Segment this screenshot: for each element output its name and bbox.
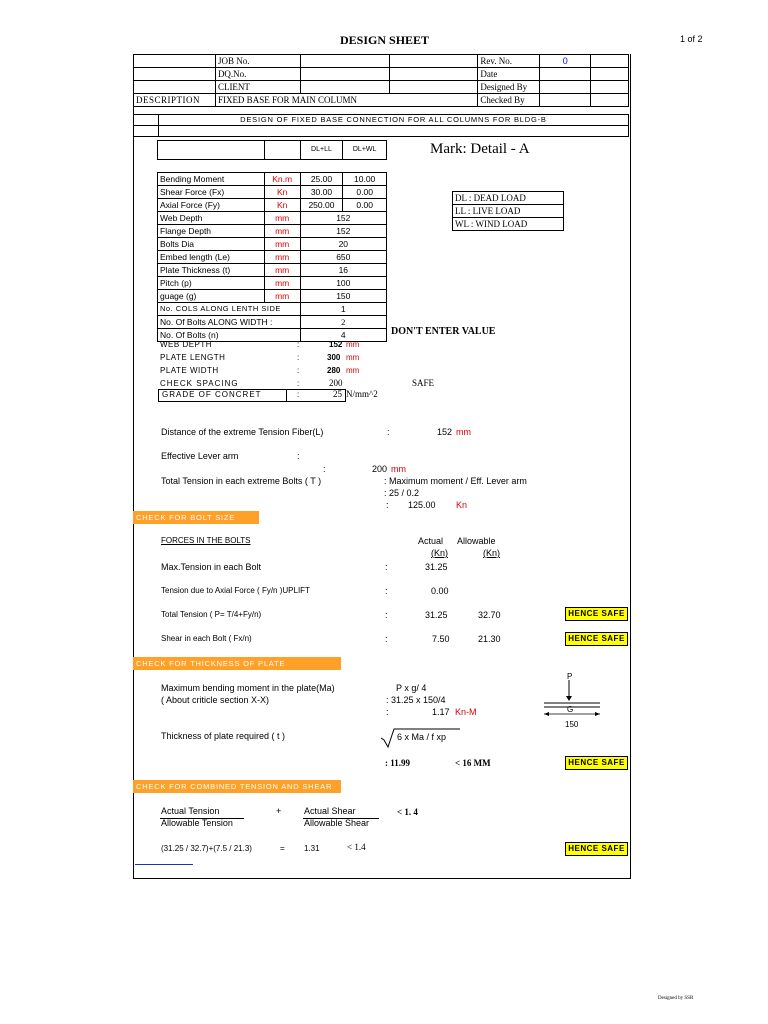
row-unit: Kn bbox=[264, 186, 300, 199]
total-tension-unit: Kn bbox=[456, 500, 468, 510]
job-no-value[interactable] bbox=[300, 55, 389, 68]
lever-value: 200 bbox=[372, 464, 388, 474]
total-tension-label: Total Tension in each extreme Bolts ( T ) bbox=[161, 476, 322, 486]
dist-label: Distance of the extreme Tension Fiber(L) bbox=[161, 427, 324, 437]
plate-value: 200 bbox=[329, 378, 343, 388]
row-value[interactable]: 1 bbox=[300, 303, 386, 316]
row-label: Embed length (Le) bbox=[158, 251, 265, 264]
table-row bbox=[158, 316, 387, 329]
total-tension-check-label: Total Tension ( P= T/4+Fy/n) bbox=[161, 610, 262, 619]
total-tension-calc: : 25 / 0.2 bbox=[384, 488, 420, 498]
row-label: Pitch (p) bbox=[158, 277, 265, 290]
moment-sep: : bbox=[386, 707, 389, 717]
total-tension-sep: : bbox=[386, 500, 389, 510]
client-value[interactable] bbox=[300, 81, 389, 94]
row-label: No. COLS ALONG LENTH SIDE bbox=[158, 303, 301, 316]
grade-divider bbox=[286, 389, 287, 402]
load-legend bbox=[452, 191, 564, 231]
axial-tension-label: Tension due to Axial Force ( Fy/n )UPLIFT bbox=[161, 586, 310, 595]
combined-result-compare: < 1.4 bbox=[347, 842, 366, 852]
plate-value[interactable]: 300 bbox=[327, 353, 341, 362]
combined-result: 1.31 bbox=[304, 844, 320, 853]
client-label: CLIENT bbox=[215, 81, 300, 94]
checked-by-label: Checked By bbox=[478, 94, 540, 107]
table-row bbox=[158, 290, 387, 303]
table-row bbox=[158, 199, 387, 212]
row-label: No. Of Bolts (n) bbox=[158, 329, 301, 342]
table-row bbox=[158, 264, 387, 277]
job-no-label: JOB No. bbox=[215, 55, 300, 68]
den-allowable-tension: Allowable Tension bbox=[161, 818, 233, 828]
row-unit: mm bbox=[264, 251, 300, 264]
moment-value: 1.17 bbox=[432, 707, 450, 717]
legend-wl: WL : WIND LOAD bbox=[453, 218, 564, 231]
plate-label: PLATE WIDTH bbox=[160, 366, 219, 375]
row-value[interactable]: 2 bbox=[300, 316, 386, 329]
combined-check-band: CHECK FOR COMBINED TENSION AND SHEAR bbox=[133, 780, 341, 793]
rev-no-label: Rev. No. bbox=[478, 55, 540, 68]
total-tension-allowable: 32.70 bbox=[478, 610, 501, 620]
row-unit: mm bbox=[264, 238, 300, 251]
equals-sign: = bbox=[280, 844, 285, 853]
dist-value: 152 bbox=[437, 427, 453, 437]
row-unit: Kn.m bbox=[264, 173, 300, 186]
spacing-status: SAFE bbox=[412, 378, 435, 388]
row-unit: mm bbox=[264, 264, 300, 277]
rev-no-value[interactable]: 0 bbox=[540, 55, 591, 68]
page-title: DESIGN SHEET bbox=[340, 33, 430, 47]
row-value[interactable]: 152 bbox=[300, 212, 386, 225]
row-value[interactable]: 20 bbox=[300, 238, 386, 251]
row-unit: mm bbox=[264, 212, 300, 225]
thickness-value: : 11.99 bbox=[385, 758, 411, 768]
axial-tension-sep: : bbox=[385, 586, 388, 596]
allowable-unit: (Kn) bbox=[483, 548, 501, 558]
combined-compare: < 1. 4 bbox=[397, 807, 418, 817]
row-label: No. Of Bolts ALONG WIDTH : bbox=[158, 316, 301, 329]
subtitle: DESIGN OF FIXED BASE CONNECTION FOR ALL COLUMNS FOR BLDG-B bbox=[158, 115, 628, 126]
table-row bbox=[158, 277, 387, 290]
row-value[interactable]: 650 bbox=[300, 251, 386, 264]
max-tension-label: Max.Tension in each Bolt bbox=[161, 562, 262, 572]
moment-calc: : 31.25 x 150/4 bbox=[386, 695, 446, 705]
lever-sep: : bbox=[297, 451, 300, 461]
table-row bbox=[158, 212, 387, 225]
row-value[interactable]: 150 bbox=[300, 290, 386, 303]
diagram-g-label: G bbox=[567, 705, 574, 714]
num-actual-tension: Actual Tension bbox=[161, 806, 220, 816]
moment-formula: P x g/ 4 bbox=[396, 683, 427, 693]
row-label: Bolts Dia bbox=[158, 238, 265, 251]
plate-sep: : bbox=[297, 379, 300, 388]
blue-underline bbox=[135, 864, 193, 865]
status-badge: HENCE SAFE bbox=[565, 756, 628, 770]
plate-value: 152 bbox=[329, 340, 343, 349]
shear-actual: 7.50 bbox=[432, 634, 450, 644]
allowable-header: Allowable bbox=[457, 536, 496, 546]
status-badge: HENCE SAFE bbox=[565, 632, 628, 646]
grade-value[interactable]: 25 bbox=[333, 389, 342, 399]
designed-by-label: Designed By bbox=[478, 81, 540, 94]
row-v2[interactable]: 0.00 bbox=[343, 199, 387, 212]
plate-label: WEB DEPTH bbox=[160, 340, 213, 349]
row-v1[interactable]: 250.00 bbox=[300, 199, 343, 212]
plate-unit: mm bbox=[346, 340, 360, 349]
plate-value[interactable]: 280 bbox=[327, 366, 341, 375]
dq-no-label: DQ.No. bbox=[215, 68, 300, 81]
header-table bbox=[133, 54, 629, 107]
legend-dl: DL : DEAD LOAD bbox=[453, 192, 564, 205]
diagram-p-label: P bbox=[567, 672, 573, 681]
plate-sep: : bbox=[297, 353, 300, 362]
col-dl-ll: DL+LL bbox=[300, 141, 343, 160]
row-v1[interactable]: 25.00 bbox=[300, 173, 343, 186]
row-label: Web Depth bbox=[158, 212, 265, 225]
row-value[interactable]: 100 bbox=[300, 277, 386, 290]
den-allowable-shear: Allowable Shear bbox=[304, 818, 370, 828]
row-unit: mm bbox=[264, 277, 300, 290]
status-badge: HENCE SAFE bbox=[565, 842, 628, 856]
dq-no-value[interactable] bbox=[300, 68, 389, 81]
sqrt-formula: 6 x Ma / f xp bbox=[397, 732, 447, 742]
shear-label: Shear in each Bolt ( Fx/n) bbox=[161, 634, 252, 643]
table-row bbox=[158, 173, 387, 186]
description-value[interactable]: FIXED BASE FOR MAIN COLUMN bbox=[215, 94, 477, 107]
lever-label: Effective Lever arm bbox=[161, 451, 239, 461]
total-tension-value: 125.00 bbox=[408, 500, 436, 510]
bolt-check-band: CHECK FOR BOLT SIZE bbox=[133, 511, 259, 524]
total-tension-check-sep: : bbox=[385, 610, 388, 620]
shear-allowable: 21.30 bbox=[478, 634, 501, 644]
actual-header: Actual bbox=[418, 536, 444, 546]
plate-label: CHECK SPACING bbox=[160, 379, 239, 388]
grade-sep: : bbox=[297, 390, 300, 399]
plate-unit: mm bbox=[346, 353, 360, 362]
section-label: ( About criticle section X-X) bbox=[161, 695, 270, 705]
max-tension-sep: : bbox=[385, 562, 388, 572]
thickness-label: Thickness of plate required ( t ) bbox=[161, 731, 286, 741]
combined-formula: (31.25 / 32.7)+(7.5 / 21.3) bbox=[161, 844, 252, 853]
warning-text: DON'T ENTER VALUE bbox=[391, 326, 496, 337]
row-label: Plate Thickness (t) bbox=[158, 264, 265, 277]
plus-sign: + bbox=[276, 806, 282, 816]
dist-unit: mm bbox=[456, 427, 471, 437]
row-label: guage (g) bbox=[158, 290, 265, 303]
mark-label: Mark: Detail - A bbox=[430, 141, 530, 157]
table-row bbox=[158, 251, 387, 264]
total-tension-actual: 31.25 bbox=[425, 610, 448, 620]
lever-sep2: : bbox=[323, 464, 326, 474]
row-label: Shear Force (Fx) bbox=[158, 186, 265, 199]
actual-unit: (Kn) bbox=[431, 548, 449, 558]
row-label: Bending Moment bbox=[158, 173, 265, 186]
status-badge: HENCE SAFE bbox=[565, 607, 628, 621]
row-unit: mm bbox=[264, 225, 300, 238]
table-row bbox=[158, 225, 387, 238]
dist-sep: : bbox=[387, 427, 390, 437]
plate-sep: : bbox=[297, 340, 300, 349]
col-dl-wl: DL+WL bbox=[343, 141, 387, 160]
total-tension-formula: : Maximum moment / Eff. Lever arm bbox=[384, 476, 527, 486]
row-v1[interactable]: 30.00 bbox=[300, 186, 343, 199]
row-value[interactable]: 152 bbox=[300, 225, 386, 238]
moment-unit: Kn-M bbox=[455, 707, 477, 717]
row-unit: mm bbox=[264, 290, 300, 303]
plate-sep: : bbox=[297, 366, 300, 375]
num-actual-shear: Actual Shear bbox=[304, 806, 356, 816]
description-label: DESCRIPTION bbox=[134, 94, 216, 107]
row-value: 4 bbox=[300, 329, 386, 342]
thickness-compare: < 16 MM bbox=[455, 758, 491, 768]
grade-unit: N/mm^2 bbox=[346, 389, 378, 399]
diagram-dim-label: 150 bbox=[565, 720, 579, 729]
max-tension-value: 31.25 bbox=[425, 562, 448, 572]
moment-label: Maximum bending moment in the plate(Ma) bbox=[161, 683, 335, 693]
load-table bbox=[157, 140, 387, 342]
arrow-head-icon bbox=[566, 696, 572, 701]
table-row bbox=[158, 186, 387, 199]
grade-label: GRADE OF CONCRET bbox=[162, 390, 262, 399]
axial-tension-value: 0.00 bbox=[431, 586, 449, 596]
plate-check-band: CHECK FOR THICKNESS OF PLATE bbox=[133, 657, 341, 670]
lever-unit: mm bbox=[391, 464, 406, 474]
legend-ll: LL : LIVE LOAD bbox=[453, 205, 564, 218]
footer-credit: Designed by SSR bbox=[658, 996, 694, 1001]
shear-sep: : bbox=[385, 634, 388, 644]
page-number: 1 of 2 bbox=[680, 34, 703, 44]
table-row bbox=[158, 238, 387, 251]
row-v2[interactable]: 10.00 bbox=[343, 173, 387, 186]
row-label: Flange Depth bbox=[158, 225, 265, 238]
row-unit: Kn bbox=[264, 199, 300, 212]
table-row bbox=[158, 303, 387, 316]
row-v2[interactable]: 0.00 bbox=[343, 186, 387, 199]
forces-label: FORCES IN THE BOLTS bbox=[161, 536, 251, 545]
plate-label: PLATE LENGTH bbox=[160, 353, 226, 362]
row-label: Axial Force (Fy) bbox=[158, 199, 265, 212]
row-value[interactable]: 16 bbox=[300, 264, 386, 277]
plate-unit: mm bbox=[346, 366, 360, 375]
date-label: Date bbox=[478, 68, 540, 81]
subtitle-table bbox=[133, 114, 629, 137]
